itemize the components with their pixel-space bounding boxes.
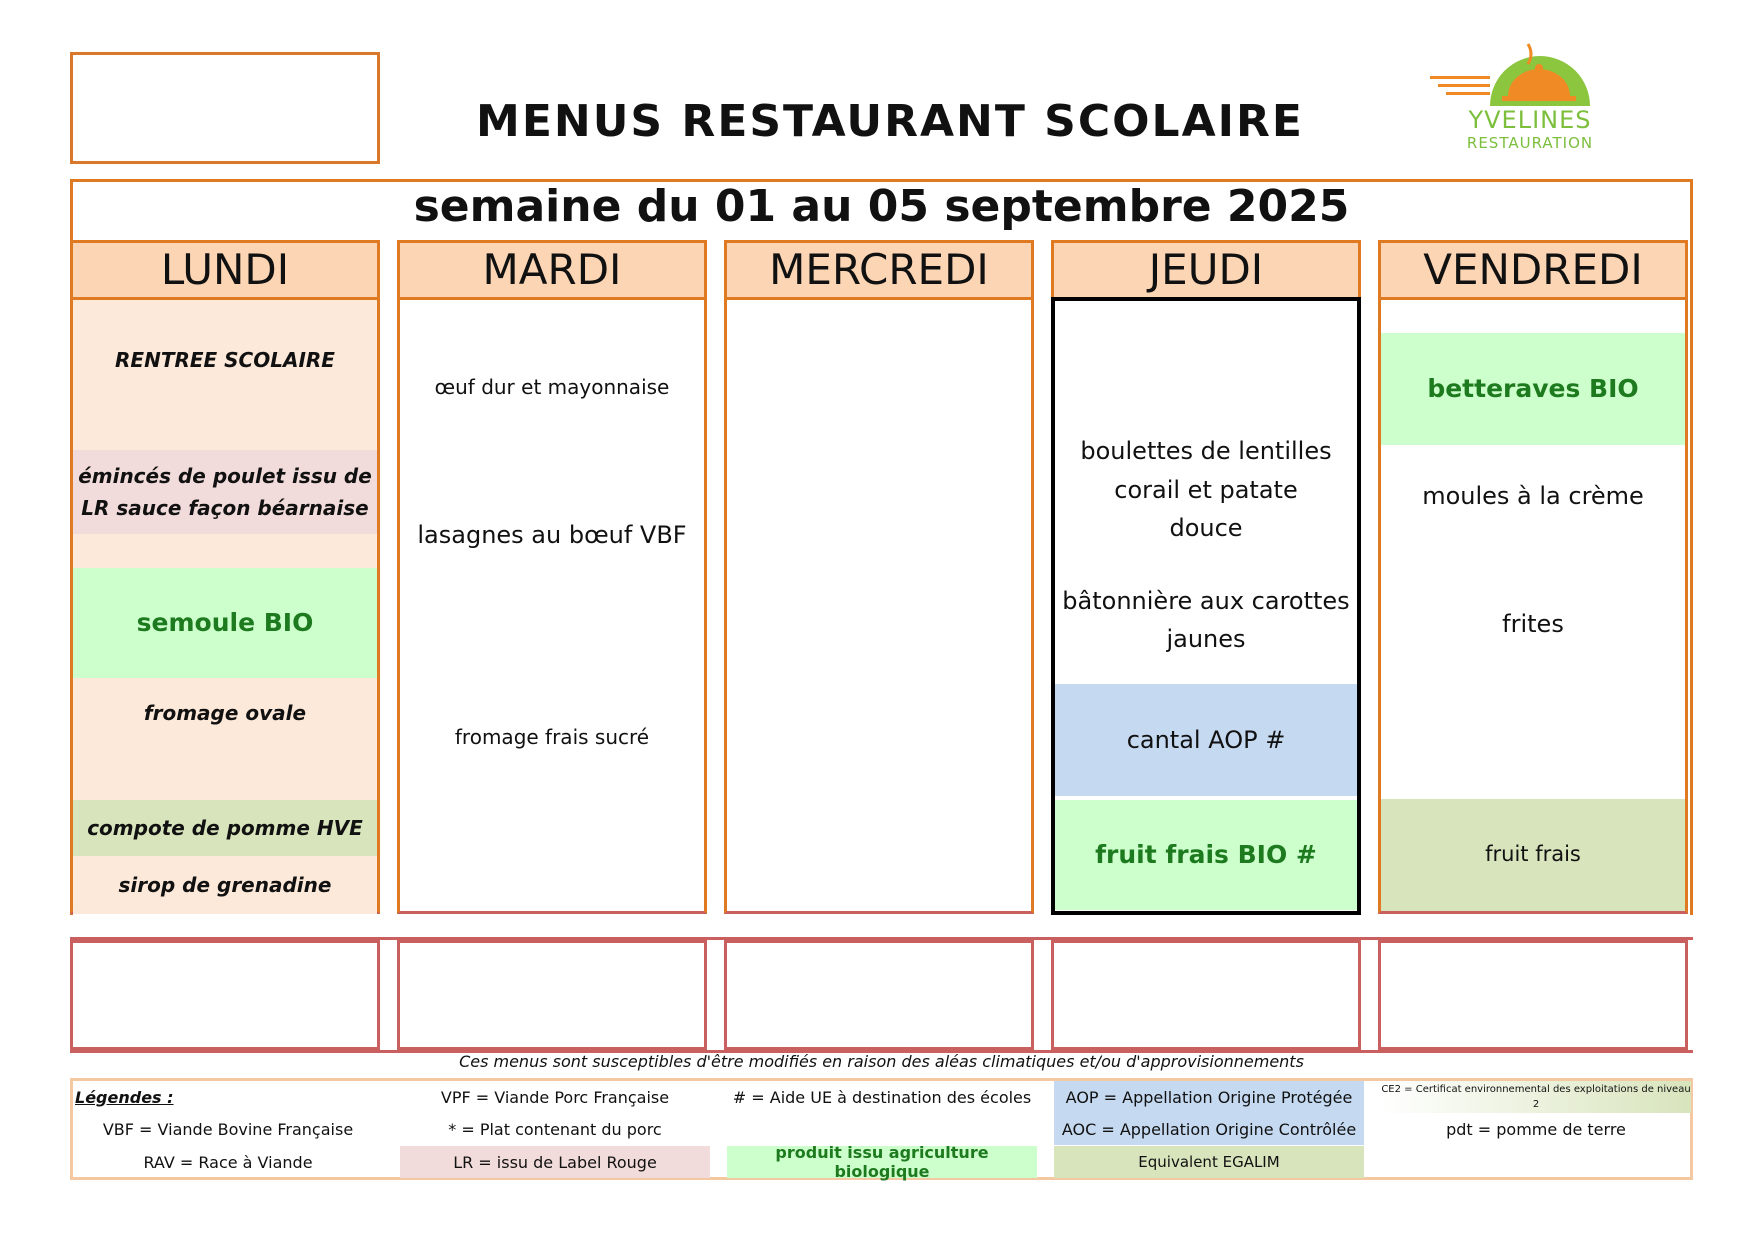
menu-item: frites <box>1502 609 1564 638</box>
legend-title: Légendes : <box>75 1087 174 1107</box>
menu-item: RENTREE SCOLAIRE <box>115 348 335 372</box>
legend-pdt: pdt = pomme de terre <box>1446 1119 1626 1139</box>
logo-placeholder-box <box>70 52 380 164</box>
menu-item-bio: fruit frais BIO # <box>1054 800 1358 910</box>
legend-aop: AOP = Appellation Origine Protégée <box>1054 1081 1364 1113</box>
bottom-cell-lundi <box>70 940 380 1050</box>
legend <box>70 1078 1693 1180</box>
legend-ue: # = Aide UE à destination des écoles <box>732 1087 1032 1107</box>
legend-vpf: VPF = Viande Porc Française <box>440 1087 670 1107</box>
legend-porc: * = Plat contenant du porc <box>448 1119 662 1139</box>
menu-item: fromage ovale <box>143 701 307 725</box>
menu-item: moules à la crème <box>1422 481 1644 510</box>
day-header-lundi: LUNDI <box>73 240 377 300</box>
legend-vbf: VBF = Viande Bovine Française <box>102 1119 354 1139</box>
legend-aoc: AOC = Appellation Origine Contrôlée <box>1054 1113 1364 1145</box>
menu-item-label-rouge: émincés de poulet issu de LR sauce façon béarnaise <box>73 450 377 534</box>
menu-item-bio: semoule BIO <box>73 568 377 678</box>
day-header-mercredi: MERCREDI <box>727 240 1031 300</box>
week-title: semaine du 01 au 05 septembre 2025 <box>413 181 1350 232</box>
bottom-cell-mercredi <box>724 940 1034 1050</box>
menu-item: bâtonnière aux carottes jaunes <box>1062 586 1350 653</box>
legend-rav: RAV = Race à Viande <box>143 1152 313 1172</box>
day-header-jeudi: JEUDI <box>1054 240 1358 300</box>
logo-text-yvelines: YVELINES <box>1468 106 1592 134</box>
menu-item: sirop de grenadine <box>118 873 332 897</box>
legend-label-rouge: LR = issu de Label Rouge <box>400 1146 710 1178</box>
menu-item-egalim: fruit frais <box>1381 799 1685 911</box>
yvelines-restauration-logo <box>1430 36 1600 156</box>
menu-item: œuf dur et mayonnaise <box>434 375 670 399</box>
menu-item-bio: betteraves BIO <box>1381 333 1685 445</box>
bottom-cell-jeudi <box>1051 940 1361 1050</box>
day-column-mercredi <box>724 240 1034 914</box>
menu-item-egalim: compote de pomme HVE <box>73 800 377 856</box>
menu-item-aop: cantal AOP # <box>1054 684 1358 796</box>
day-header-mardi: MARDI <box>400 240 704 300</box>
menu-item: lasagnes au bœuf VBF <box>417 520 687 549</box>
cloche-icon <box>1430 36 1600 111</box>
page-title: MENUS RESTAURANT SCOLAIRE <box>476 96 1304 147</box>
bottom-cell-mardi <box>397 940 707 1050</box>
day-column-vendredi <box>1378 240 1688 914</box>
bottom-cell-vendredi <box>1378 940 1688 1050</box>
legend-egalim: Equivalent EGALIM <box>1054 1146 1364 1178</box>
legend-bio: produit issu agriculture biologique <box>727 1146 1037 1178</box>
menu-item: boulettes de lentilles corail et patate douce <box>1080 437 1332 543</box>
logo-text-restauration: RESTAURATION <box>1466 134 1594 152</box>
disclaimer: Ces menus sont susceptibles d'être modifiés en raison des aléas climatiques et/ou d'approvisionnements <box>459 1052 1304 1071</box>
jeudi-highlight-frame <box>1051 297 1361 915</box>
day-column-mardi <box>397 240 707 914</box>
menu-item: fromage frais sucré <box>454 725 650 749</box>
day-header-vendredi: VENDREDI <box>1381 240 1685 300</box>
legend-ce2: CE2 = Certificat environnemental des exploitations de niveau 2 <box>1381 1081 1691 1113</box>
day-column-lundi <box>70 240 380 914</box>
